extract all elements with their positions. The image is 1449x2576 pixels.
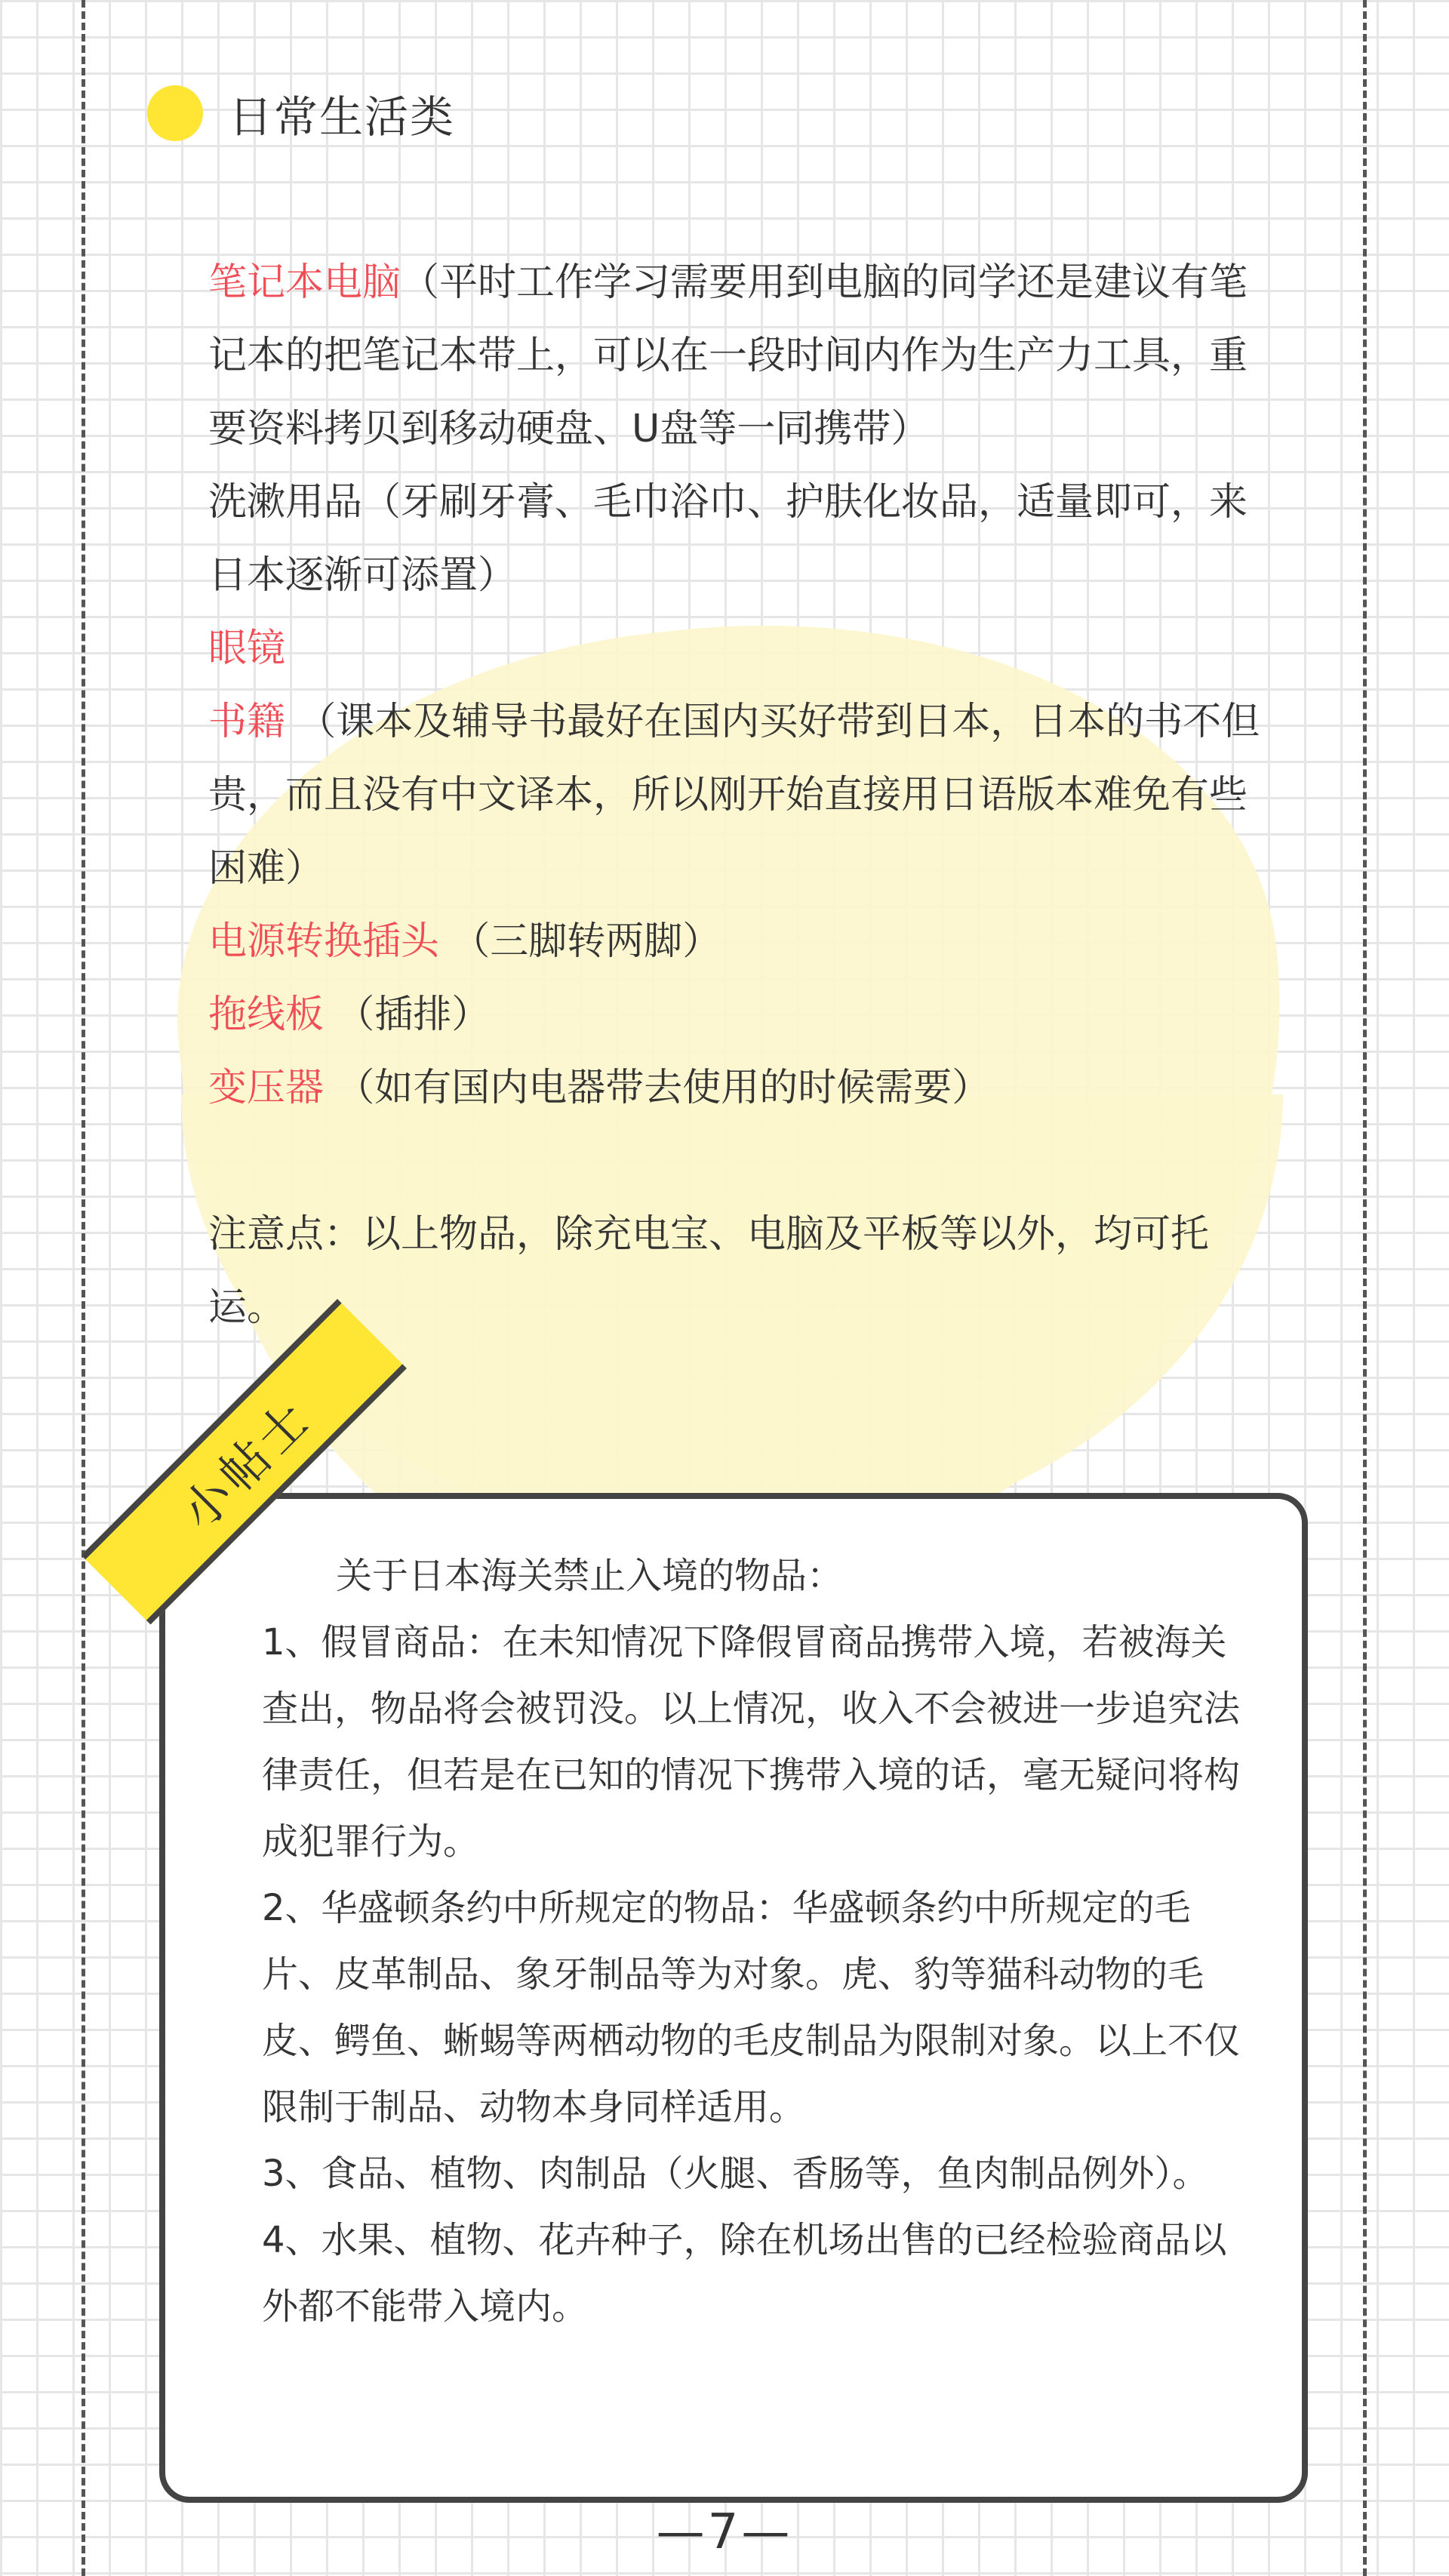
item-desc: （平时工作学习需要用到电脑的同学还是建议有笔记本的把笔记本带上，可以在一段时间内作为生产力工具，重要资料拷贝到移动硬盘、U盘等一同携带） [208,260,1248,451]
list-item [208,246,1265,466]
item-name: 书籍 [208,700,286,744]
tips-box [159,1493,1308,2503]
section-title: 日常生活类 [229,91,456,143]
list-item [208,685,1265,905]
tips-paragraph: 1、假冒商品：在未知情况下降假冒商品携带入境，若被海关查出，物品将会被罚没。以上情况，收入不会被进一步追究法律责任，但若是在已知的情况下携带入境的话，毫无疑问将构成犯罪行为。 [262,1621,1241,1863]
item-desc: （插排） [336,993,491,1037]
list-item [208,905,1265,978]
section-header [147,82,455,145]
page-number: —7— [656,2504,793,2560]
tips-title: 关于日本海关禁止入境的物品： [336,1555,844,1597]
list-item [208,978,1265,1051]
left-dashed-border [82,0,85,2576]
item-name: 电源转换插头 [208,919,440,964]
item-desc: （三脚转两脚） [451,919,721,964]
tips-paragraph: 3、食品、植物、肉制品（火腿、香肠等，鱼肉制品例外）。 [262,2153,1209,2195]
tips-paragraph: 2、华盛顿条约中所规定的物品：华盛顿条约中所规定的毛片、皮革制品、象牙制品等为对象。虎、豹等猫科动物的毛皮、鳄鱼、蜥蜴等两栖动物的毛皮制品为限制对象。以上不仅限制于制品、动物本身同样适用。 [262,1887,1241,2128]
item-desc: 洗漱用品（牙刷牙膏、毛巾浴巾、护肤化妆品，适量即可，来日本逐渐可添置） [208,480,1248,598]
spacer [208,1125,1265,1198]
list-item [208,1051,1265,1125]
item-name: 拖线板 [208,993,325,1037]
right-dashed-border [1363,0,1367,2576]
item-name: 眼镜 [208,626,286,671]
tips-content [262,1543,1251,2340]
item-list [208,246,1265,1344]
bullet-dot-icon [147,85,203,141]
item-desc: （课本及辅导书最好在国内买好带到日本，日本的书不但贵，而且没有中文译本，所以刚开始直接用日语版本难免有些困难） [208,700,1260,891]
tips-paragraph: 4、水果、植物、花卉种子，除在机场出售的已经检验商品以外都不能带入境内。 [262,2219,1227,2328]
item-name: 变压器 [208,1066,325,1110]
note-text: 注意点：以上物品，除充电宝、电脑及平板等以外，均可托运。 [208,1212,1210,1330]
item-name: 笔记本电脑 [208,260,401,305]
list-item [208,466,1265,612]
item-desc: （如有国内电器带去使用的时候需要） [336,1066,991,1110]
list-item [208,612,1265,685]
ribbon-label: 小帖士 [171,1389,323,1541]
